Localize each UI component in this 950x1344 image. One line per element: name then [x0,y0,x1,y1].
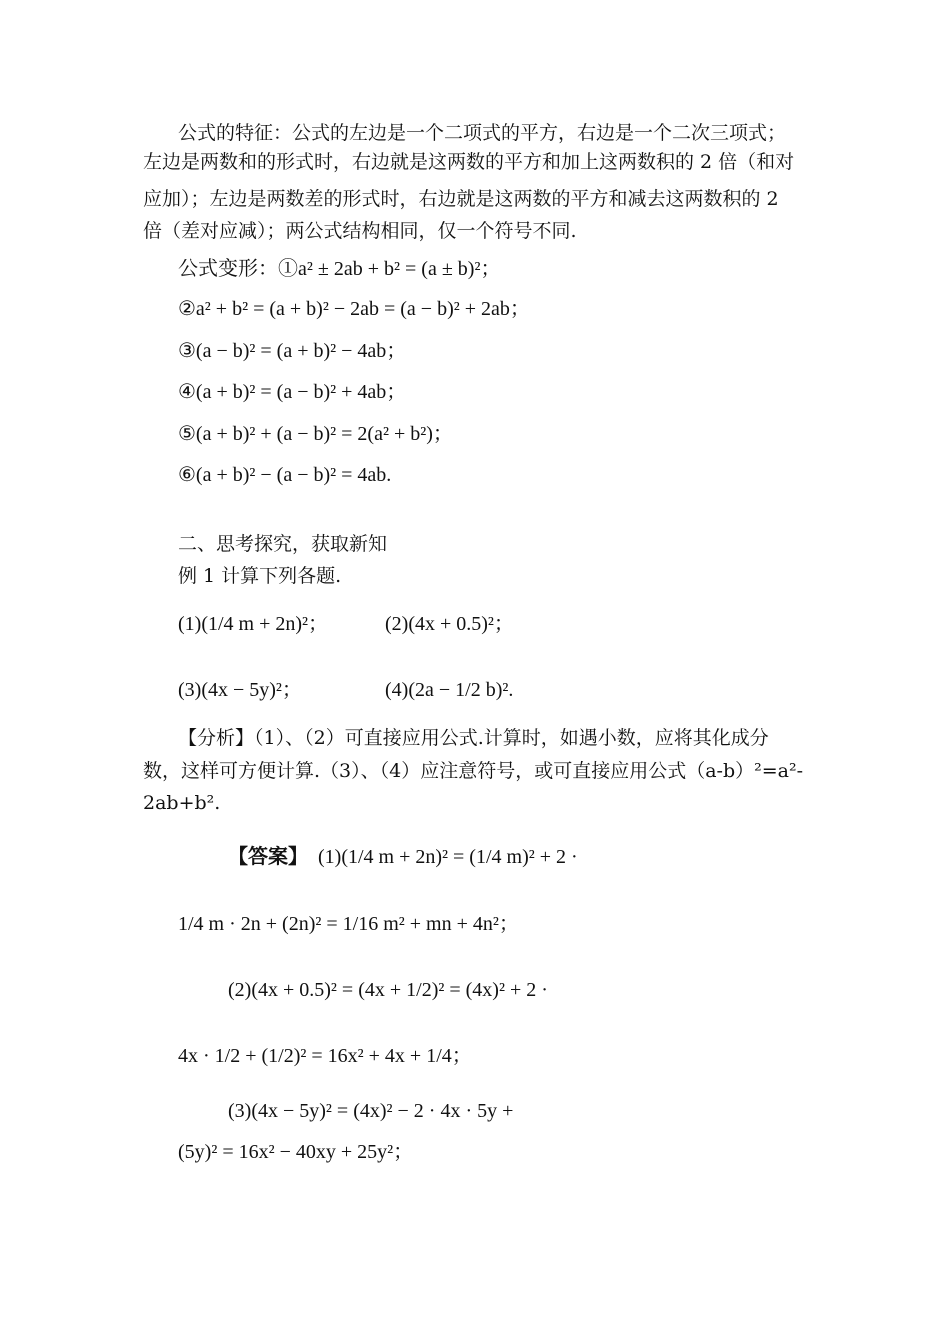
problem-2: (2)(4x + 0.5)²； [385,613,514,635]
analysis-text-1: （1）、（2）可直接应用公式.计算时，如遇小数，应将其化成分 [254,727,769,749]
analysis-line-2: 数，这样可方便计算.（3）、（4）应注意符号，或可直接应用公式（a-b）²=a²- [143,760,804,782]
features-line-2: 左边是两数和的形式时，右边就是这两数的平方和加上这两数积的 2 倍（和对 [143,151,795,173]
formula-variant-6: ⑥(a + b)² − (a − b)² = 4ab. [178,464,392,486]
analysis-tag: 【分析】 [178,727,255,749]
answer-3-line-2: (5y)² = 16x² − 40xy + 25y²； [178,1141,414,1163]
answer-3-line-1: (3)(4x − 5y)² = (4x)² − 2 · 4x · 5y + [228,1100,514,1122]
answer-tag: 【答案】 [228,844,308,868]
variants-label: 公式变形： [178,258,278,280]
answer-1-line-1 [228,841,578,872]
answer-1-text-1: (1)(1/4 m + 2n)² = (1/4 m)² + 2 · [318,846,578,868]
example-title: 例 1 计算下列各题. [178,565,342,587]
problem-4: (4)(2a − 1/2 b)². [385,679,514,701]
formula-variant-5: ⑤(a + b)² + (a − b)² = 2(a² + b²)； [178,423,453,445]
formula-variant-2: ②a² + b² = (a + b)² − 2ab = (a − b)² + 2ab； [178,298,530,320]
features-line-3: 应加）；左边是两数差的形式时，右边就是这两数的平方和减去这两数积的 2 [143,188,779,210]
features-line-1: 公式的特征：公式的左边是一个二项式的平方，右边是一个二次三项式； [178,122,787,144]
problem-1: (1)(1/4 m + 2n)²； [178,613,329,635]
features-line-4: 倍（差对应减）；两公式结构相同，仅一个符号不同. [143,220,577,242]
variants-line-1 [178,254,500,284]
formula-variant-4: ④(a + b)² = (a − b)² + 4ab； [178,381,407,403]
analysis-line-1 [178,723,769,753]
problem-3: (3)(4x − 5y)²； [178,679,302,701]
answer-2-line-2: 4x · 1/2 + (1/2)² = 16x² + 4x + 1/4； [178,1045,472,1067]
formula-variant-1: ①a² ± 2ab + b² = (a ± b)²； [278,258,501,280]
analysis-line-3: 2ab+b². [143,792,221,814]
formula-variant-3: ③(a − b)² = (a + b)² − 4ab； [178,340,407,362]
answer-2-line-1: (2)(4x + 0.5)² = (4x + 1/2)² = (4x)² + 2 · [228,979,548,1001]
section-heading: 二、思考探究，获取新知 [178,533,388,555]
answer-1-line-2: 1/4 m · 2n + (2n)² = 1/16 m² + mn + 4n²； [178,913,519,935]
